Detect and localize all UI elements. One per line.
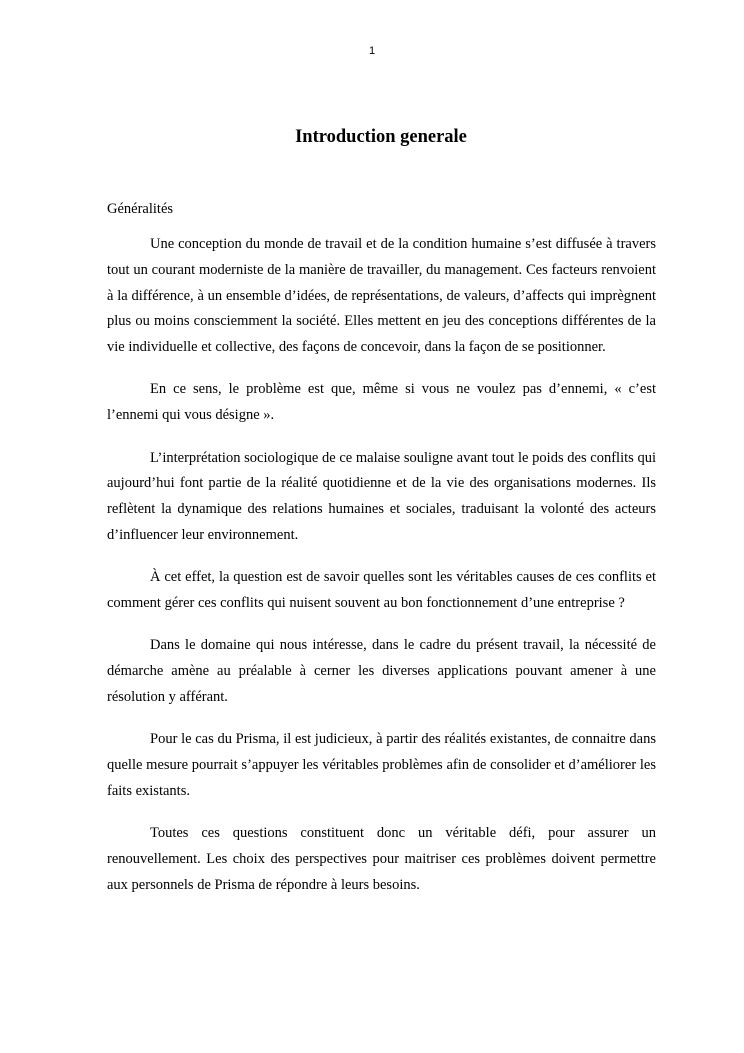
paragraph-5: Dans le domaine qui nous intéresse, dans le cadre du présent travail, la nécessité de démarche amène au préalable à cerner les diverses applications pouvant amener à une résolution y afférant. xyxy=(107,637,656,705)
page-number: 1 xyxy=(368,45,376,57)
paragraph-6: Pour le cas du Prisma, il est judicieux, à partir des réalités existantes, de connaitre dans quelle mesure pourrait s’appuyer les véritables problèmes afin de consolider et d’améliorer les faits existants. xyxy=(107,731,656,799)
paragraph-7: Toutes ces questions constituent donc un véritable défi, pour assurer un renouvellement. Les choix des perspectives pour maitriser ces problèmes doivent permettre aux personnels de Prisma de répondre à leurs besoins. xyxy=(107,825,656,893)
document-title: Introduction generale xyxy=(295,127,467,147)
paragraph-1: Une conception du monde de travail et de la condition humaine s’est diffusée à travers tout un courant moderniste de la manière de travailler, du management. Ces facteurs renvoient à la différence, à un ensemble d’idées, de représentations, de valeurs, d’affects qui imprègnent plus ou moins consciemment la société. Elles mettent en jeu des conceptions différentes de la vie individuelle et collective, des façons de concevoir, dans la façon de se positionner. xyxy=(107,236,656,356)
body-text xyxy=(107,232,656,915)
paragraph-4: À cet effet, la question est de savoir quelles sont les véritables causes de ces conflits et comment gérer ces conflits qui nuisent souvent au bon fonctionnement d’une entreprise ? xyxy=(107,569,656,612)
paragraph-2: En ce sens, le problème est que, même si vous ne voulez pas d’ennemi, « c’est l’ennemi qui vous désigne ». xyxy=(107,381,656,424)
paragraph-3: L’interprétation sociologique de ce malaise souligne avant tout le poids des conflits qui aujourd’hui font partie de la réalité quotidienne et de la vie des organisations modernes. Ils reflètent la dynamique des relations humaines et sociales, traduisant la volonté des acteurs d’influencer leur environnement. xyxy=(107,449,656,543)
section-heading: Généralités xyxy=(107,201,174,217)
